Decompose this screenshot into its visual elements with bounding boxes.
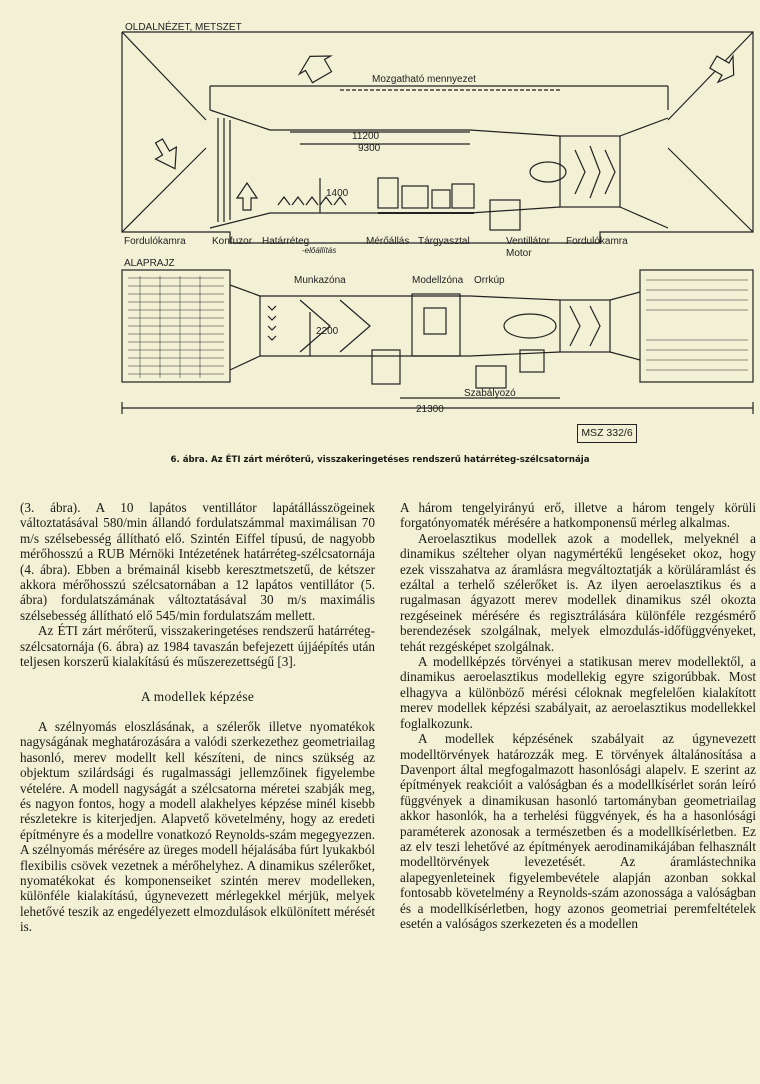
side-view-drawing xyxy=(122,32,753,243)
label-konfuzor: Konfuzor xyxy=(212,236,253,247)
left-paragraph-1: (3. ábra). A 10 lapátos ventillátor lapátállásszögeinek változtatásával 580/min állandó fordulatszámmal maximálisan 70 m/s szélsebesség állítható elő. Szintén Eiffel típusú, de nagyobb mérőhosszú a RUB Mérnöki Intézetének határréteg-szélcsatornája (4. ábra). Ebben a brémainál kisebb keresztmetszetű, de kétszer akkora mérőhosszú szélcsatornában a 12 lapátos ventillátor (5. ábra) fordulatszámának változtatásával 30 m/s maximális szélsebesség állítható elő 545/min fordulatszám mellett. xyxy=(20,500,375,623)
side-view-title: OLDALNÉZET, METSZET xyxy=(125,22,242,33)
wind-tunnel-figure xyxy=(0,0,760,455)
right-paragraph-1: A három tengelyirányú erő, illetve a három tengely körüli forgatónyomaték mérésére a hatkomponensű mérleg alkalmas. xyxy=(400,500,756,531)
label-szabalyozo: Szabályozó xyxy=(464,388,516,399)
right-paragraph-2: Aeroelasztikus modellek azok a modellek, melyeknél a dinamikus szélteher olyan nagymértékű lengéseket okoz, hogy ezek visszahatva az áramlásra megváltoztatják a körüláramlást és ezáltal a terhelő szélerőket is. Az ilyen aeroelasztikus és a rugalmasan ágyazott merev modellek dinamikus szél okozta rezgéseinek mérésére és regisztrálására különféle rezgésmérő berendezések szolgálnak, melyek elmozdulás-időfüggvényeket, tehát rezgésképet szolgálnak. xyxy=(400,530,756,654)
airflow-arrows xyxy=(149,47,742,210)
label-eloallitas: -előállítás xyxy=(302,246,337,255)
label-fordulokamra-left: Fordulókamra xyxy=(124,236,186,247)
left-column xyxy=(20,500,375,935)
label-targyasztal: Tárgyasztal xyxy=(418,236,470,247)
label-modellzona: Modellzóna xyxy=(412,275,464,286)
left-paragraph-3: A szélnyomás eloszlásának, a szélerők illetve nyomatékok nagyságának meghatározására a valódi szerkezethez geometriailag hasonló, merev modellt kell készíteni, de nincs szükség az objektum szilárdsági és rugalmassági jellemzőinek figyelembe vételére. A modell nagyságát a szélcsatorna méretei szabják meg, és nagyon fontos, hogy a modell alakhelyes képzése minél kisebb részletekre is kiterjedjen. Alapvető követelmény, hogy az eredeti építményre és a modellre vonatkozó Reynolds-szám megegyezzen. A szélnyomás mérésére az üreges modell héjalásába fúrt lyukakból flexibilis csövek vezetnek a mérőhelyhez. A dinamikus szélerőket, nyomatékokat és komponenseiket szintén merev modelleken, különféle kialakítású, úgynevezett mérlegekkel mérjük, melyek lehetővé teszik az engedélyezett elmozdulások elkülönített mérését is. xyxy=(20,718,375,935)
figure-caption: 6. ábra. Az ÉTI zárt mérőterű, visszakeringetéses rendszerű határréteg-szélcsatornája xyxy=(170,455,590,465)
label-hatarreteg: Határréteg xyxy=(262,236,310,247)
left-paragraph-2: Az ÉTI zárt mérőterű, visszakeringetéses rendszerű határréteg-szélcsatornája (6. ábra) az 1984 tavaszán befejezett újjáépítés után teljesen korszerű kialakítású és műszerezettségű [3]. xyxy=(20,623,375,670)
label-orrkup: Orrkúp xyxy=(474,275,505,286)
right-paragraph-4: A modellek képzésének szabályait az úgynevezett modelltörvények határozzák meg. E törvények általánosítása a Davenport által megfogalmazott hasonlósági alapelv. E szerint az építmények reakcióit a valóságban és a modellkísérlet során leíró függvények a dinamikusan hasonló tartományban geometriailag akkor hasonlók, ha a terhelési függvények, és ha a hasonlósági paraméterek azonosak a természetben és a modellkísérletben. Ez az elv teszi lehetővé az építmények aerodinamikájában felhasznált modelltörvények levezetését. Az áramlástechnika alapegyenleteinek figyelembevétele alapján azonban sokkal fontosabb követelmény a Reynolds-szám azonossága a valóságban és a modellkísérletben, hogy azonos geometriai peremfeltételek esetén a valóságos szerkezeten és a modellen xyxy=(400,731,756,931)
standard-stamp: MSZ 332/6 xyxy=(577,424,637,443)
dimension-11200: 11200 xyxy=(352,131,380,142)
right-column xyxy=(400,500,756,931)
plan-view-title: ALAPRAJZ xyxy=(124,258,175,269)
label-munkazona: Munkazóna xyxy=(294,275,346,286)
plan-view-drawing xyxy=(122,270,753,414)
label-motor: Motor xyxy=(506,248,532,259)
label-ceiling: Mozgatható mennyezet xyxy=(372,74,476,85)
section-heading: A modellek képzése xyxy=(140,689,255,705)
dimension-21300: 21300 xyxy=(416,404,444,415)
right-paragraph-3: A modellképzés törvényei a statikusan merev modellektől, a dinamikus aeroelasztikus modellekig egyre szigorúbbak. Most elhagyva a különböző mérési céloknak megfelelően kialakított merev modellek képzési szabályait, az aeroelasztikus modellekkel foglalkozunk. xyxy=(400,654,756,731)
label-fordulokamra-right: Fordulókamra xyxy=(566,236,628,247)
dimension-9300: 9300 xyxy=(358,143,381,154)
label-meroallas: Mérőállás xyxy=(366,236,410,247)
dimension-2200: 2200 xyxy=(316,326,339,337)
dimension-1400: 1400 xyxy=(326,188,349,199)
label-ventillator: Ventillátor xyxy=(506,236,550,247)
